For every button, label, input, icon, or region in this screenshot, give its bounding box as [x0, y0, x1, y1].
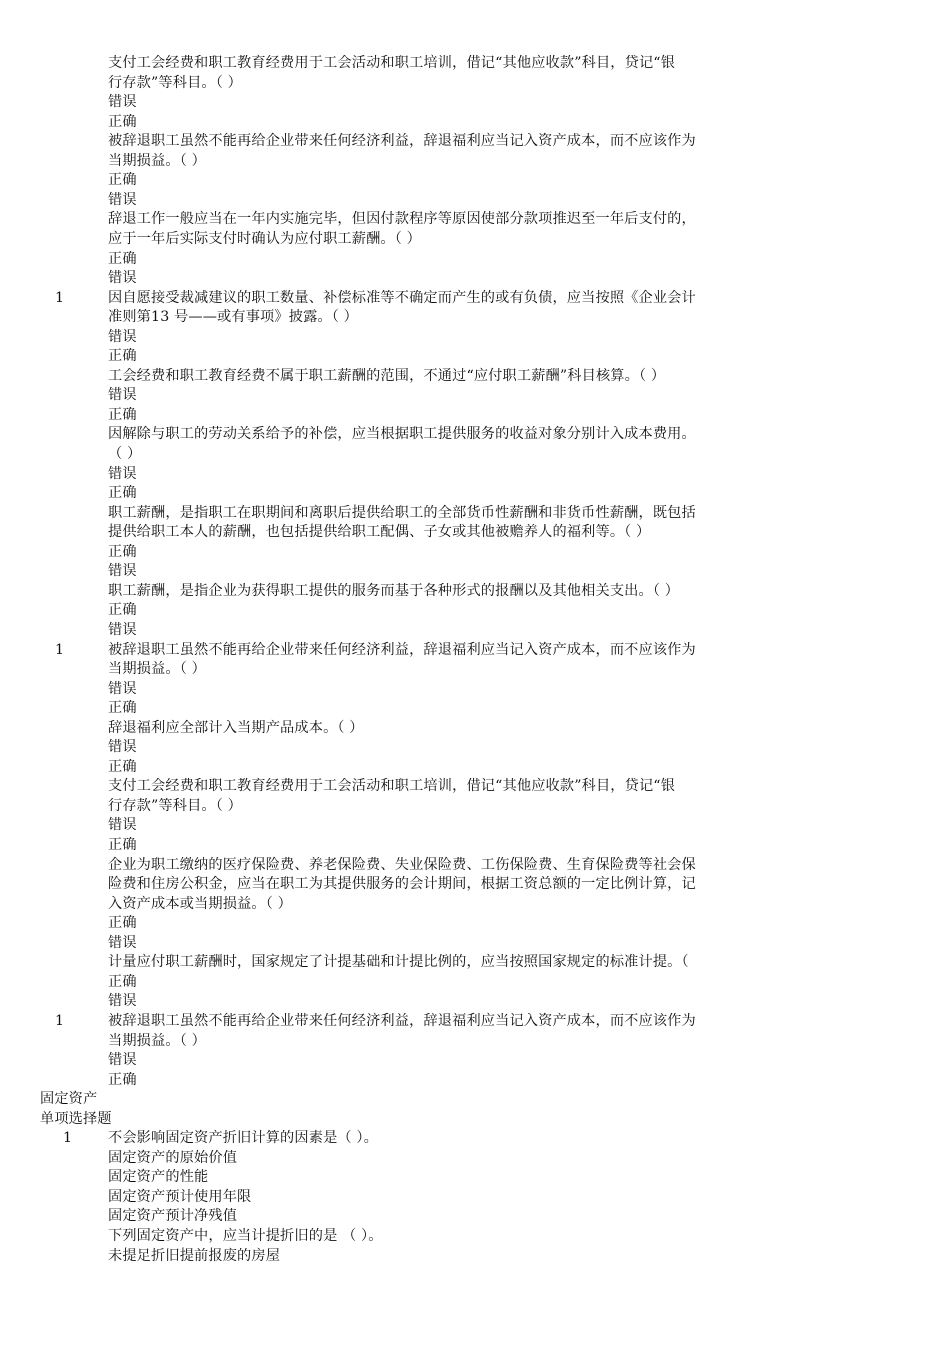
question-number: 1: [55, 1012, 65, 1029]
text-line: 错误: [108, 993, 137, 1010]
text-line: 正确: [108, 1071, 137, 1088]
text-line: 正确: [108, 250, 137, 267]
text-line: 被辞退职工虽然不能再给企业带来任何经济利益，辞退福利应当记入资产成本，而不应该作为: [108, 133, 696, 150]
text-line: 错误: [108, 94, 137, 111]
text-line: 险费和住房公积金，应当在职工为其提供服务的会计期间，根据工资总额的一定比例计算，记: [108, 876, 696, 893]
text-line: 错误: [108, 270, 137, 287]
text-line: 错误: [108, 387, 137, 404]
question-number: 1: [55, 289, 65, 306]
text-line: 计量应付职工薪酬时，国家规定了计提基础和计提比例的，应当按照国家规定的标准计提。（: [108, 954, 689, 971]
text-line: 下列固定资产中，应当计提折旧的是 （ ）。: [108, 1228, 383, 1244]
text-line: 提供给职工本人的薪酬，也包括提供给职工配偶、子女或其他被赡养人的福利等。（ ）: [108, 524, 651, 541]
text-line: 正确: [108, 837, 137, 853]
text-line: 错误: [108, 817, 137, 834]
text-line: 错误: [108, 739, 137, 756]
text-line: 正确: [108, 915, 137, 932]
text-line: 错误: [108, 621, 137, 638]
text-line: 未提足折旧提前报废的房屋: [108, 1247, 281, 1264]
text-line: 支付工会经费和职工教育经费用于工会活动和职工培训，借记“其他应收款”科目，贷记“银: [108, 778, 676, 795]
text-line: 入资产成本或当期损益。（ ）: [108, 895, 292, 912]
text-line: 错误: [108, 191, 137, 208]
text-line: 正确: [108, 348, 137, 365]
text-line: 错误: [108, 563, 137, 580]
text-line: 行存款”等科目。（ ）: [108, 74, 243, 91]
text-line: 辞退福利应全部计入当期产品成本。（ ）: [108, 719, 364, 736]
text-line: 被辞退职工虽然不能再给企业带来任何经济利益，辞退福利应当记入资产成本，而不应该作为: [108, 1012, 696, 1029]
text-line: 正确: [108, 113, 137, 130]
text-line: 工会经费和职工教育经费不属于职工薪酬的范围，不通过“应付职工薪酬”科目核算。（ ）: [108, 367, 666, 384]
text-line: 企业为职工缴纳的医疗保险费、养老保险费、失业保险费、工伤保险费、生育保险费等社会保: [108, 856, 696, 873]
text-line: 当期损益。（ ）: [108, 661, 206, 678]
text-line: 错误: [108, 328, 137, 345]
text-line: 行存款”等科目。（ ）: [108, 797, 243, 814]
text-line: 不会影响固定资产折旧计算的因素是（ ）。: [108, 1130, 378, 1147]
question-number: 1: [63, 1130, 73, 1147]
text-line: 职工薪酬，是指职工在职期间和离职后提供给职工的全部货币性薪酬和非货币性薪酬，既包括: [108, 504, 696, 521]
text-line: 错误: [108, 465, 137, 482]
section-heading: 固定资产: [40, 1091, 98, 1108]
subsection-heading: 单项选择题: [40, 1110, 112, 1127]
text-line: 正确: [108, 700, 137, 717]
text-line: 固定资产预计使用年限: [108, 1188, 252, 1205]
text-line: 职工薪酬，是指企业为获得职工提供的服务而基于各种形式的报酬以及其他相关支出。（ ）: [108, 582, 680, 599]
text-line: 当期损益。（ ）: [108, 152, 206, 169]
text-line: （ ）: [108, 446, 142, 462]
text-line: 应于一年后实际支付时确认为应付职工薪酬。（ ）: [108, 230, 421, 247]
text-line: 辞退工作一般应当在一年内实施完毕，但因付款程序等原因使部分款项推迟至一年后支付的，: [108, 211, 696, 228]
text-line: 因自愿接受裁减建议的职工数量、补偿标准等不确定而产生的或有负债，应当按照《企业会计: [108, 289, 696, 306]
text-line: 错误: [108, 680, 137, 697]
text-line: 正确: [108, 172, 137, 189]
text-line: 固定资产的性能: [108, 1169, 209, 1186]
text-line: 支付工会经费和职工教育经费用于工会活动和职工培训，借记“其他应收款”科目，贷记“银: [108, 55, 676, 71]
text-line: 因解除与职工的劳动关系给予的补偿，应当根据职工提供服务的收益对象分别计入成本费用。: [108, 426, 696, 443]
text-line: 固定资产预计净残值: [108, 1208, 238, 1225]
text-line: 被辞退职工虽然不能再给企业带来任何经济利益，辞退福利应当记入资产成本，而不应该作为: [108, 641, 696, 658]
question-number: 1: [55, 641, 65, 658]
text-line: 错误: [108, 934, 137, 951]
text-line: 正确: [108, 602, 137, 619]
text-line: 正确: [108, 406, 137, 423]
text-line: 固定资产的原始价值: [108, 1149, 238, 1166]
text-line: 正确: [108, 543, 137, 560]
text-line: 正确: [108, 485, 137, 502]
text-line: 正确: [108, 973, 137, 990]
text-line: 正确: [108, 758, 137, 775]
text-line: 当期损益。（ ）: [108, 1032, 206, 1049]
text-line: 准则第13 号——或有事项》披露。（ ）: [108, 309, 358, 326]
text-line: 错误: [108, 1052, 137, 1069]
